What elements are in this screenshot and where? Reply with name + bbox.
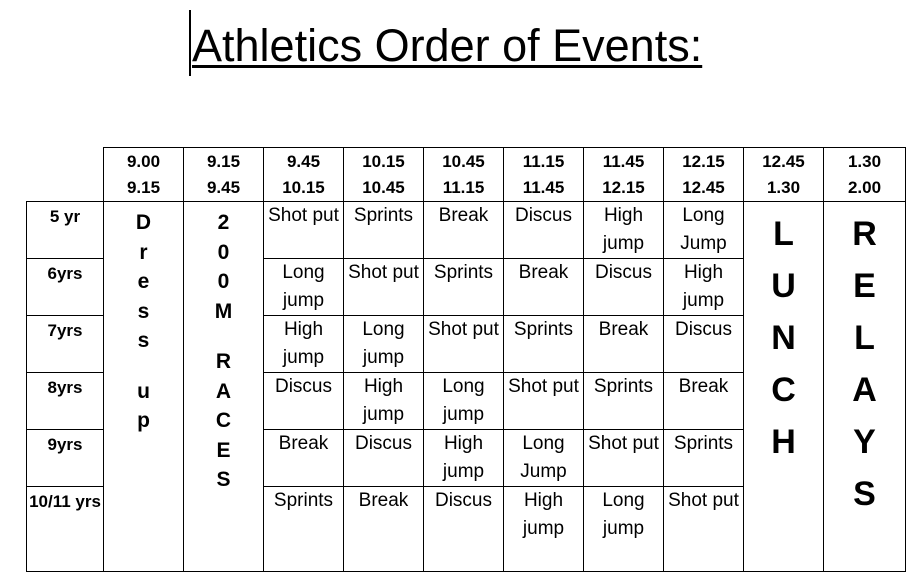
lunch-column	[744, 202, 824, 572]
event-cell: Sprints	[664, 430, 744, 487]
age-group-label: 5 yr	[27, 202, 104, 259]
event-cell: High jump	[504, 487, 584, 572]
dress-up-text: D r e s s u p	[135, 211, 152, 432]
age-group-label: 9yrs	[27, 430, 104, 487]
time-start: 1.30	[847, 152, 882, 171]
time-start: 12.45	[762, 152, 805, 171]
time-header-row	[27, 148, 906, 202]
time-end: 11.45	[522, 178, 565, 197]
event-cell: Break	[504, 259, 584, 316]
event-cell: Discus	[264, 373, 344, 430]
table-row	[27, 202, 906, 259]
lunch-text: L U N C H	[771, 215, 796, 461]
event-cell: Break	[264, 430, 344, 487]
event-cell: Sprints	[264, 487, 344, 572]
text-cursor	[189, 10, 191, 76]
event-cell: Long jump	[424, 373, 504, 430]
age-group-label: 7yrs	[27, 316, 104, 373]
event-cell: Sprints	[424, 259, 504, 316]
age-group-label: 10/11 yrs	[27, 487, 104, 572]
time-start: 11.15	[522, 152, 565, 171]
time-end: 2.00	[847, 178, 882, 197]
time-end: 9.15	[126, 178, 161, 197]
event-cell: Long jump	[344, 316, 424, 373]
event-cell: Discus	[344, 430, 424, 487]
time-end: 12.45	[682, 178, 725, 197]
time-end: 10.45	[362, 178, 405, 197]
time-start: 9.00	[126, 152, 161, 171]
time-slot-header	[664, 148, 744, 202]
time-slot-header	[824, 148, 906, 202]
event-cell: Discus	[664, 316, 744, 373]
time-start: 9.45	[286, 152, 321, 171]
time-slot-header	[344, 148, 424, 202]
event-cell: High jump	[664, 259, 744, 316]
time-slot-header	[104, 148, 184, 202]
event-cell: Shot put	[664, 487, 744, 572]
event-cell: Shot put	[344, 259, 424, 316]
races-column	[184, 202, 264, 572]
relays-text: R E L A Y S	[852, 215, 877, 513]
event-cell: Long jump	[264, 259, 344, 316]
event-cell: Sprints	[504, 316, 584, 373]
events-table	[26, 147, 906, 572]
time-start: 10.45	[442, 152, 485, 171]
event-cell: Long Jump	[664, 202, 744, 259]
time-start: 11.45	[602, 152, 645, 171]
races-text: 2 0 0 M R A C E S	[214, 211, 233, 491]
time-slot-header	[184, 148, 264, 202]
event-cell: Shot put	[504, 373, 584, 430]
event-cell: High jump	[584, 202, 664, 259]
event-cell: Shot put	[584, 430, 664, 487]
age-group-label: 6yrs	[27, 259, 104, 316]
event-cell: Long jump	[584, 487, 664, 572]
event-cell: Sprints	[584, 373, 664, 430]
time-slot-header	[264, 148, 344, 202]
page-title: Athletics Order of Events:	[192, 20, 703, 71]
dress-up-column	[104, 202, 184, 572]
time-start: 10.15	[362, 152, 405, 171]
event-cell: Long Jump	[504, 430, 584, 487]
time-start: 12.15	[682, 152, 725, 171]
event-cell: Break	[584, 316, 664, 373]
event-cell: Discus	[424, 487, 504, 572]
age-group-label: 8yrs	[27, 373, 104, 430]
time-end: 12.15	[602, 178, 645, 197]
time-start: 9.15	[206, 152, 241, 171]
event-cell: High jump	[424, 430, 504, 487]
event-cell: Sprints	[344, 202, 424, 259]
event-cell: High jump	[344, 373, 424, 430]
event-cell: Break	[344, 487, 424, 572]
event-cell: Discus	[584, 259, 664, 316]
event-cell: Shot put	[424, 316, 504, 373]
event-cell: Discus	[504, 202, 584, 259]
event-cell: Break	[424, 202, 504, 259]
event-cell: Shot put	[264, 202, 344, 259]
corner-cell	[27, 148, 104, 202]
time-end: 1.30	[766, 178, 801, 197]
event-cell: High jump	[264, 316, 344, 373]
time-slot-header	[424, 148, 504, 202]
time-end: 10.15	[282, 178, 325, 197]
event-cell: Break	[664, 373, 744, 430]
time-end: 9.45	[206, 178, 241, 197]
time-slot-header	[584, 148, 664, 202]
relays-column	[824, 202, 906, 572]
time-slot-header	[504, 148, 584, 202]
time-end: 11.15	[442, 178, 485, 197]
time-slot-header	[744, 148, 824, 202]
